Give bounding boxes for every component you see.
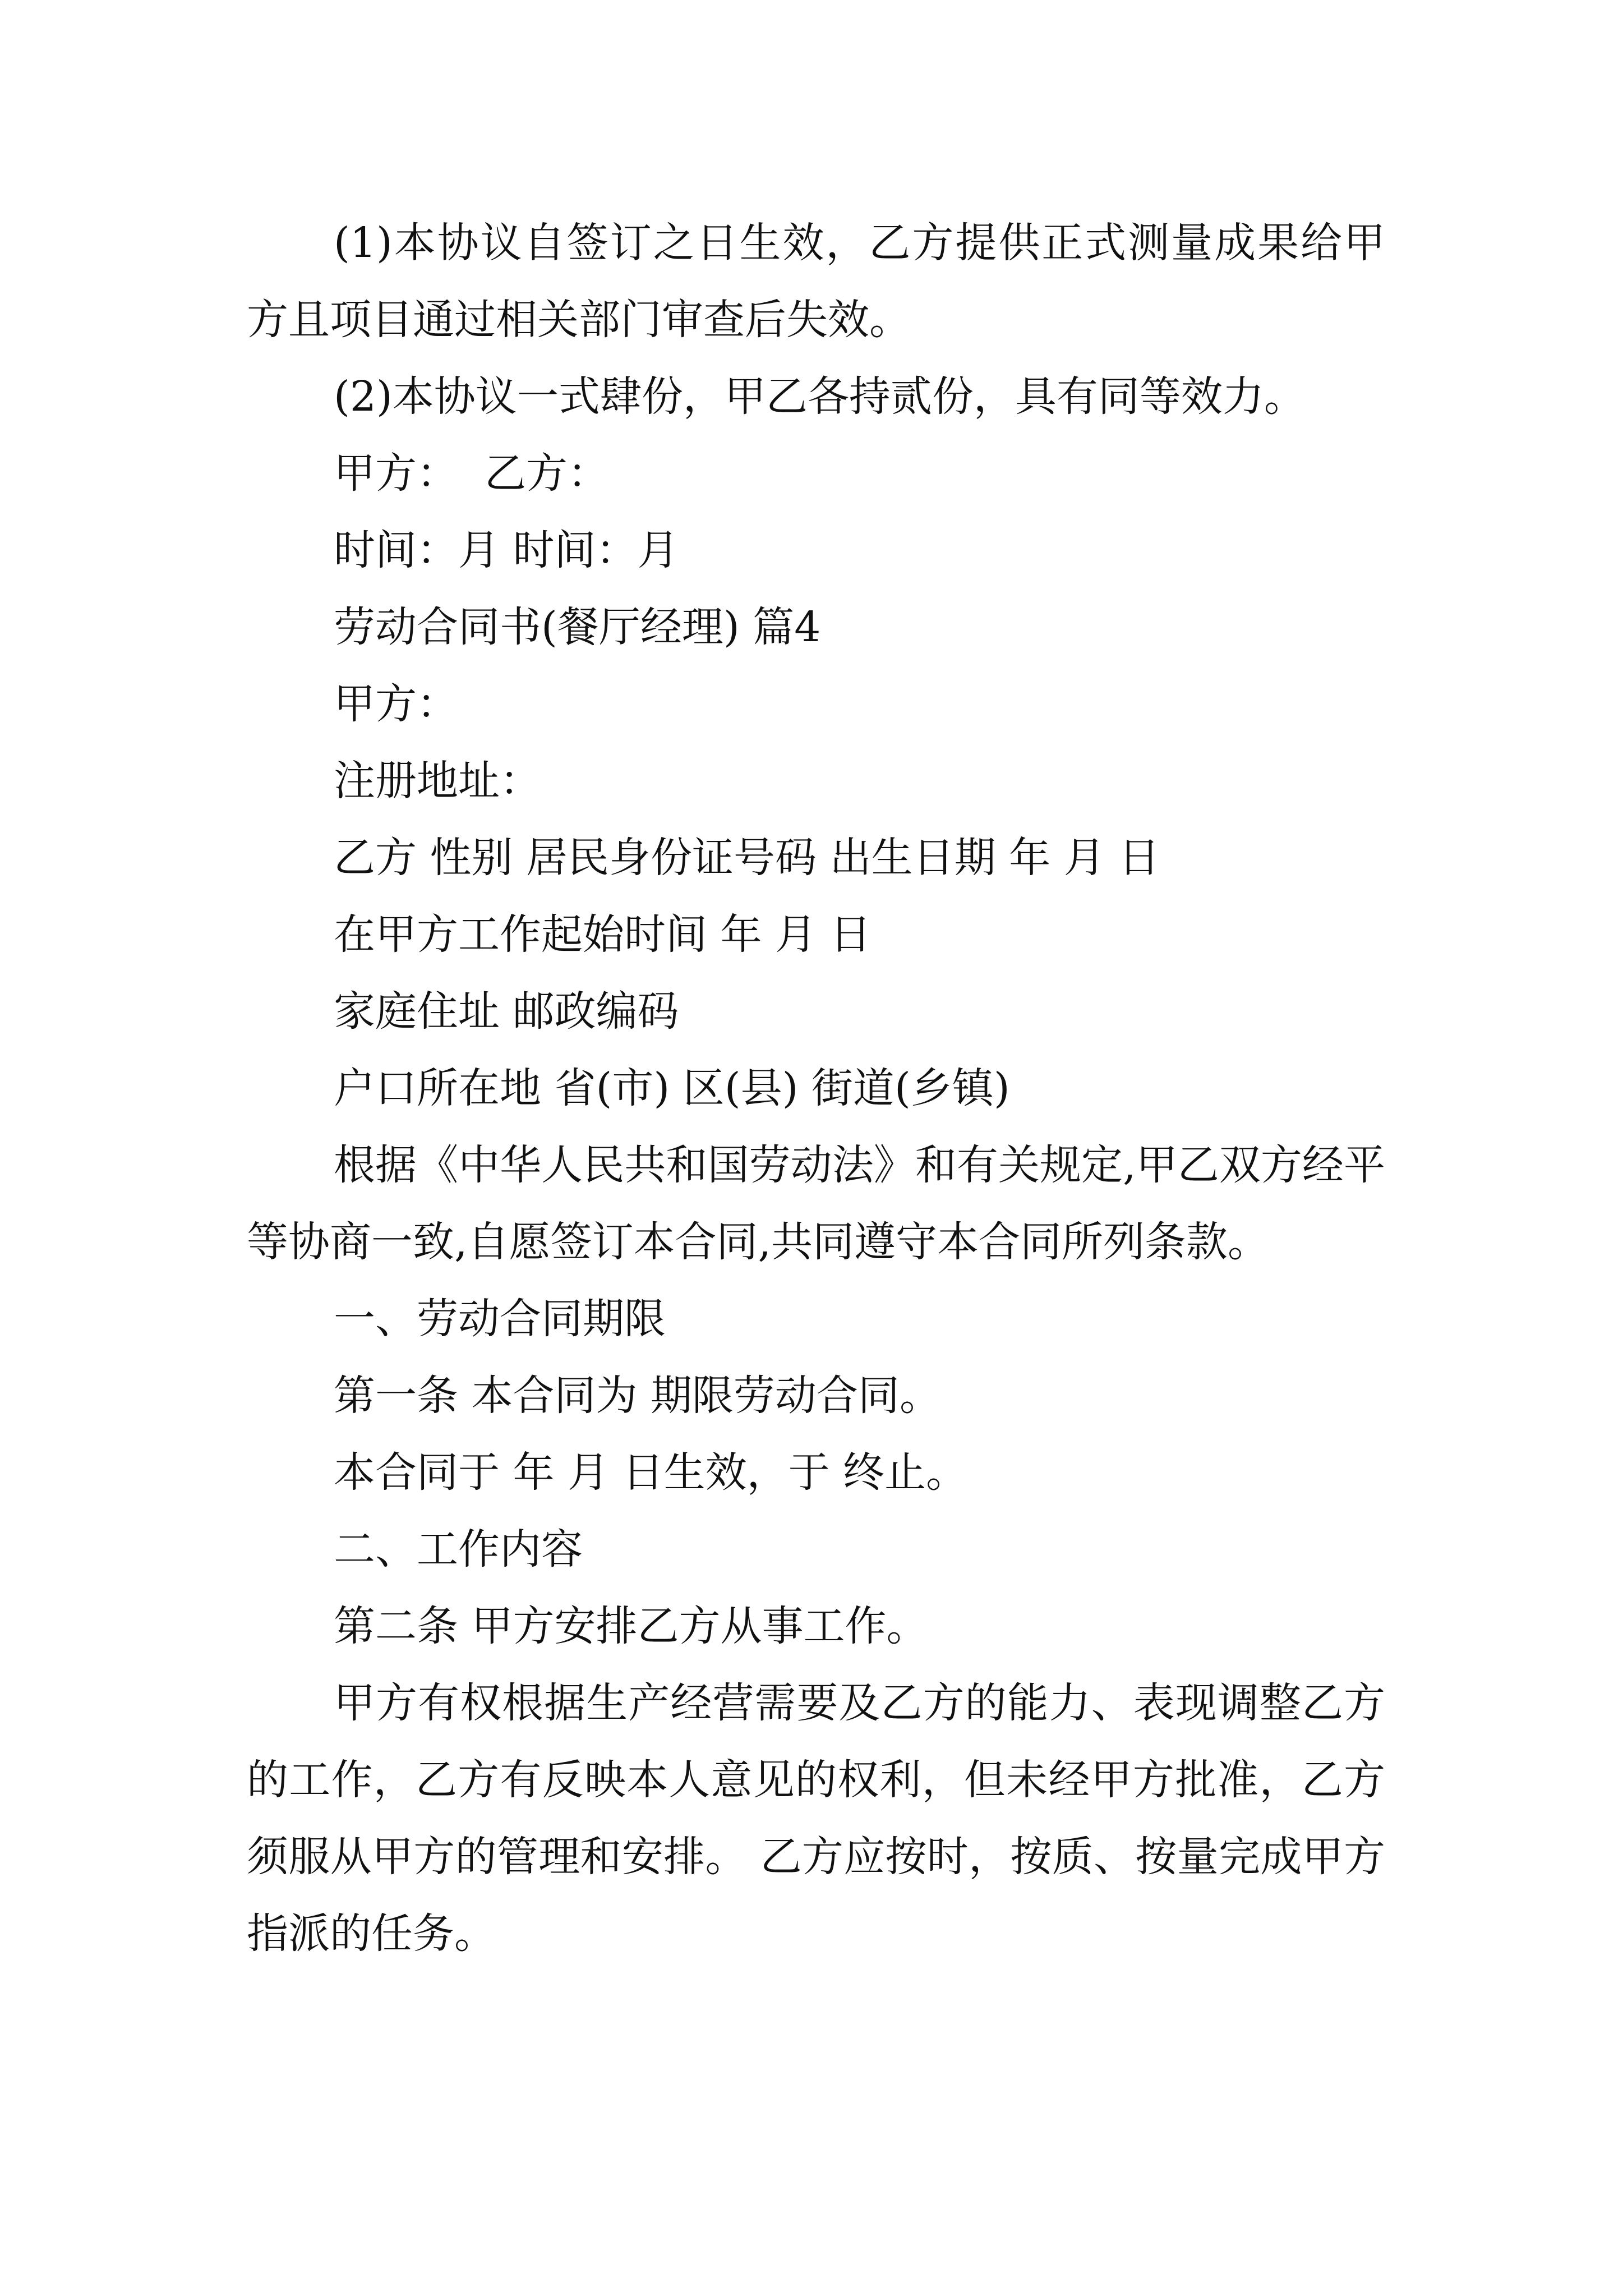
field-registered-address: 注册地址：	[334, 757, 541, 805]
paragraph-copies-clause: (2)本协议一式肆份，甲乙各持贰份，具有同等效力。	[334, 372, 1306, 421]
document-page	[247, 205, 1385, 1972]
paragraph-effective-period: 本合同于 年 月 日生效，于 终止。	[334, 1448, 968, 1497]
heading-contract-term: 一、劳动合同期限	[334, 1295, 666, 1343]
paragraph-effect-clause: (1)本协议自签订之日生效，乙方提供正式测量成果给甲方且项目通过相关部门审查后失效。	[247, 219, 1385, 344]
section-title: 劳动合同书(餐厅经理) 篇4	[334, 603, 821, 651]
field-household-registration: 户口所在地 省(市) 区(县) 街道(乡镇)	[334, 1064, 1010, 1112]
field-party-b-info: 乙方 性别 居民身份证号码 出生日期 年 月 日	[334, 834, 1160, 882]
paragraph-preamble: 根据《中华人民共和国劳动法》和有关规定,甲乙双方经平等协商一致,自愿签订本合同,共同遵守本合同所列条款。	[247, 1141, 1385, 1266]
field-start-date: 在甲方工作起始时间 年 月 日	[334, 910, 872, 959]
field-party-a: 甲方：	[334, 680, 458, 728]
paragraph-signature-parties: 甲方： 乙方：	[334, 449, 610, 498]
article-one: 第一条 本合同为 期限劳动合同。	[334, 1372, 942, 1420]
heading-work-content: 二、工作内容	[334, 1525, 583, 1573]
article-two: 第二条 甲方安排乙方从事工作。	[334, 1602, 928, 1650]
paragraph-signature-dates: 时间：月 时间：月	[334, 526, 679, 574]
field-home-address: 家庭住址 邮政编码	[334, 987, 679, 1036]
paragraph-work-adjustment: 甲方有权根据生产经营需要及乙方的能力、表现调整乙方的工作，乙方有反映本人意见的权利，但未经甲方批准，乙方须服从甲方的管理和安排。 乙方应按时，按质、按量完成甲方指派的任务。	[247, 1679, 1385, 1958]
